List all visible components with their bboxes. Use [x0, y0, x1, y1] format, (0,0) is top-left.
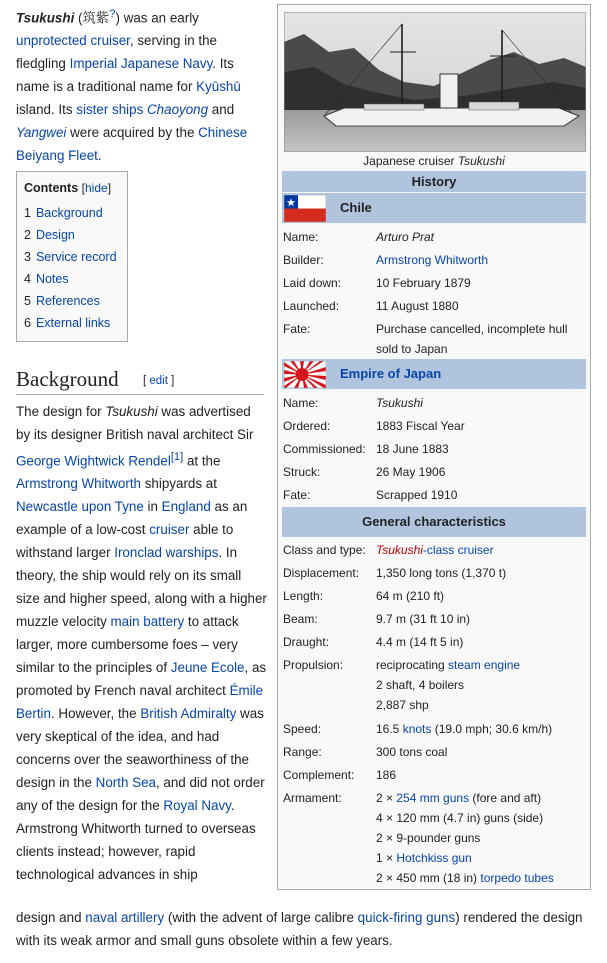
ship-photo[interactable]	[284, 12, 586, 152]
toc-item-external-links[interactable]: 6 External links	[24, 316, 111, 330]
link-torpedo-tubes[interactable]: torpedo tubes	[480, 871, 554, 885]
toc-item-background[interactable]: 1 Background	[24, 206, 103, 220]
section-edit: [ edit ]	[143, 375, 175, 387]
link-cruiser[interactable]: cruiser	[149, 522, 190, 538]
link-jeune-ecole[interactable]: Jeune Ecole	[170, 660, 245, 676]
link-quick-firing-guns[interactable]: quick-firing guns	[357, 910, 456, 925]
link-beiyang-fleet[interactable]: Chinese Beiyang Fleet	[16, 125, 248, 164]
link-tsukushi-class[interactable]: Tsukushi-class cruiser	[376, 543, 494, 557]
photo-caption: Japanese cruiser Tsukushi	[363, 154, 505, 168]
link-sister-ships[interactable]: sister ships	[76, 102, 144, 118]
link-newcastle[interactable]: Newcastle upon Tyne	[16, 499, 144, 515]
nihongo-help-link[interactable]: ?	[109, 8, 116, 20]
link-knots[interactable]: knots	[402, 722, 432, 736]
general-characteristics-header: General characteristics	[282, 507, 586, 537]
chile-title: Chile	[340, 200, 372, 215]
link-yangwei[interactable]: Yangwei	[16, 125, 67, 141]
section-heading-background	[16, 365, 264, 395]
reference-1[interactable]: [1]	[170, 451, 184, 463]
link-kyushu[interactable]: Kyūshū	[196, 79, 241, 95]
intro-paragraph: Tsukushi (筑紫?) was an early unprotected cruiser, serving in the fledgling Imperial Japanese Navy. Its name is a traditional name for Kyūshū island. Its sister ships Chaoyong and Yangwei were acquired by the Chinese Beiyang Fleet.	[16, 8, 248, 164]
chile-header	[282, 193, 586, 223]
link-builder-armstrong[interactable]: Armstrong Whitworth	[376, 253, 489, 267]
table-of-contents	[16, 171, 128, 342]
link-unprotected-cruiser[interactable]: unprotected cruiser	[16, 33, 130, 49]
edit-section-link[interactable]: edit	[149, 375, 168, 387]
link-hotchkiss-gun[interactable]: Hotchkiss gun	[396, 851, 472, 865]
history-header: History	[282, 171, 586, 192]
article-title: Tsukushi	[16, 10, 75, 26]
link-naval-artillery[interactable]: naval artillery	[85, 910, 165, 925]
background-paragraph-continued: design and naval artillery (with the advent of large calibre quick-firing guns) rendered the design with its weak armor and small guns obsolete within a few years.	[16, 910, 583, 948]
ship-infobox: Japanese cruiser Tsukushi History Chile Name: Arturo Prat Builder: Armstrong Whitworth Laid down: 10 February 1879 Launched: 11 August 1880 Fate: Purchase cancelled, incomplete hull sold to Japan Empire of Japan Name: Tsukushi Ordered: 1883 Fiscal Year Commissioned: 18 June 1883 Struck: 26 May 1906 Fate: Scrapped 1910 General characteristics Class and type: Tsukushi-class cruiser Displacement: 1,350 long tons (1,370 t) Length: 64 m (210 ft) Beam: 9.7 m (31 ft 10 in) Draught: 4.4 m (14 ft 5 in) Propulsion: reciprocating steam engine 2 shaft, 4 boilers 2,887 shp Speed: 16.5 knots (19.0 mph; 30.6 km/h) Range: 300 tons coal Complement: 186 Armament: 2 × 254 mm guns (fore and aft) 4 × 120 mm (4.7 in) guns (side) 2 × 9-pounder guns 1 × Hotchkiss gun 2 × 450 mm (18 in) torpedo tubes	[277, 4, 591, 890]
toc-hide-toggle[interactable]: hide	[85, 181, 108, 195]
link-emile-bertin[interactable]: Émile Bertin	[16, 683, 264, 722]
toc-item-notes[interactable]: 4 Notes	[24, 272, 69, 286]
link-england[interactable]: England	[161, 499, 211, 515]
link-ironclad-warships[interactable]: Ironclad warships	[114, 545, 219, 561]
link-armstrong-whitworth[interactable]: Armstrong Whitworth	[16, 476, 142, 492]
japan-header	[282, 359, 586, 389]
toc-item-service-record[interactable]: 3 Service record	[24, 250, 117, 264]
link-george-rendel[interactable]: George Wightwick Rendel	[16, 453, 171, 469]
section-title: Background	[16, 367, 119, 391]
link-steam-engine[interactable]: steam engine	[448, 658, 521, 672]
toc-header: Contents [hide]	[24, 181, 112, 195]
link-chaoyong[interactable]: Chaoyong	[147, 102, 209, 118]
toc-title: Contents	[24, 181, 79, 195]
japan-title-link[interactable]: Empire of Japan	[340, 366, 442, 381]
toc-item-references[interactable]: 5 References	[24, 294, 100, 308]
link-imperial-japanese-navy[interactable]: Imperial Japanese Navy	[69, 56, 213, 72]
link-british-admiralty[interactable]: British Admiralty	[140, 706, 237, 722]
link-main-battery[interactable]: main battery	[110, 614, 185, 630]
link-north-sea[interactable]: North Sea	[95, 775, 156, 791]
background-paragraph: The design for Tsukushi was advertised by its designer British naval architect Sir George Wightwick Rendel[1] at the Armstrong Whitworth shipyards at Newcastle upon Tyne in England as an example of a low-cost cruiser able to withstand larger Ironclad warships. In theory, the ship would rely on its small size and higher speed, along with a higher muzzle velocity main battery to attack larger, more cumbersome foes – very similar to the principles of Jeune Ecole, as promoted by French naval architect Émile Bertin. However, the British Admiralty was very skeptical of the idea, and had concerns over the seaworthiness of the design in the North Sea, and did not order any of the design for the Royal Navy. Armstrong Whitworth turned to overseas clients instead; however, rapid technological advances in ship	[16, 404, 267, 883]
ship-photo-image	[284, 12, 586, 152]
link-royal-navy[interactable]: Royal Navy	[163, 798, 231, 814]
rising-sun-flag-icon[interactable]	[284, 361, 326, 388]
link-254mm-guns[interactable]: 254 mm guns	[396, 791, 470, 805]
toc-item-design[interactable]: 2 Design	[24, 228, 75, 242]
chile-flag-icon[interactable]	[284, 195, 326, 222]
